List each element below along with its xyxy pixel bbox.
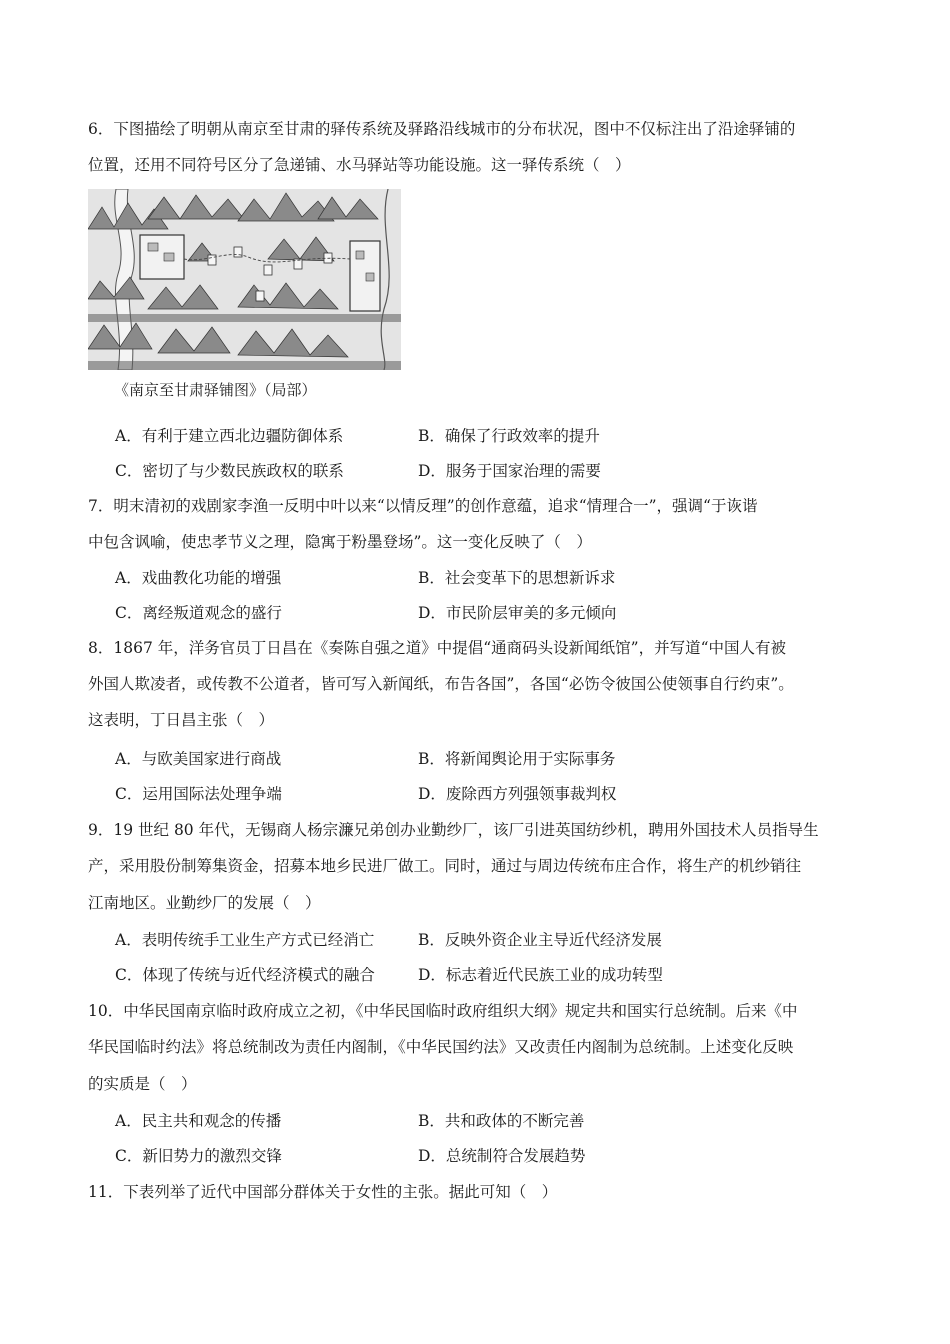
question-10-option-c[interactable]: C．新旧势力的激烈交锋 (115, 1147, 282, 1165)
question-7-line-1: 7．明末清初的戏剧家李渔一反明中叶以来“以情反理”的创作意蕴，追求“情理合一”，强调“于诙谐 (88, 497, 758, 515)
question-8-line-2: 外国人欺凌者，或传教不公道者，皆可写入新闻纸，布告各国”，各国“必饬令彼国公使领事自行约束”。 (88, 675, 794, 693)
question-8-option-d[interactable]: D．废除西方列强领事裁判权 (418, 785, 617, 803)
question-8-line-3: 这表明，丁日昌主张（ ） (88, 711, 275, 729)
question-10-line-2: 华民国临时约法》将总统制改为责任内阁制，《中华民国约法》又改责任内阁制为总统制。上述变化反映 (88, 1038, 794, 1056)
question-10-option-a[interactable]: A．民主共和观念的传播 (115, 1112, 282, 1130)
nanjing-gansu-post-map-image (88, 189, 401, 370)
question-9-option-a[interactable]: A．表明传统手工业生产方式已经消亡 (115, 931, 375, 949)
question-7-option-b[interactable]: B．社会变革下的思想新诉求 (418, 569, 616, 587)
question-8-option-c[interactable]: C．运用国际法处理争端 (115, 785, 282, 803)
question-6-option-a[interactable]: A．有利于建立西北边疆防御体系 (115, 427, 344, 445)
question-10-line-3: 的实质是（ ） (88, 1075, 197, 1093)
question-6-line-2: 位置，还用不同符号区分了急递铺、水马驿站等功能设施。这一驿传系统（ ） (88, 156, 631, 174)
question-9-option-b[interactable]: B．反映外资企业主导近代经济发展 (418, 931, 662, 949)
question-7-option-c[interactable]: C．离经叛道观念的盛行 (115, 604, 282, 622)
figure-caption: 《南京至甘肃驿铺图》（局部） (114, 381, 317, 399)
question-10-option-b[interactable]: B．共和政体的不断完善 (418, 1112, 585, 1130)
question-6-option-b[interactable]: B．确保了行政效率的提升 (418, 427, 600, 445)
question-7-line-2: 中包含讽喻，使忠孝节义之理，隐寓于粉墨登场”。这一变化反映了（ ） (88, 533, 592, 551)
question-10-option-d[interactable]: D．总统制符合发展趋势 (418, 1147, 586, 1165)
question-11-line-1: 11．下表列举了近代中国部分群体关于女性的主张。据此可知（ ） (88, 1183, 558, 1201)
question-9-option-c[interactable]: C．体现了传统与近代经济模式的融合 (115, 966, 375, 984)
question-6-option-d[interactable]: D．服务于国家治理的需要 (418, 462, 601, 480)
question-9-line-3: 江南地区。业勤纱厂的发展（ ） (88, 894, 321, 912)
question-8-option-b[interactable]: B．将新闻舆论用于实际事务 (418, 750, 616, 768)
question-6-line-1: 6．下图描绘了明朝从南京至甘肃的驿传系统及驿路沿线城市的分布状况，图中不仅标注出了沿途驿铺的 (88, 120, 796, 138)
question-7-option-d[interactable]: D．市民阶层审美的多元倾向 (418, 604, 617, 622)
question-9-line-1: 9．19 世纪 80 年代，无锡商人杨宗濂兄弟创办业勤纱厂，该厂引进英国纺纱机，聘用外国技术人员指导生 (88, 821, 819, 839)
question-10-line-1: 10．中华民国南京临时政府成立之初，《中华民国临时政府组织大纲》规定共和国实行总统制。后来《中 (88, 1002, 798, 1020)
question-8-line-1: 8．1867 年，洋务官员丁日昌在《奏陈自强之道》中提倡“通商码头设新闻纸馆”，并写道“中国人有被 (88, 639, 787, 657)
question-8-option-a[interactable]: A．与欧美国家进行商战 (115, 750, 282, 768)
question-9-option-d[interactable]: D．标志着近代民族工业的成功转型 (418, 966, 663, 984)
question-9-line-2: 产，采用股份制筹集资金，招募本地乡民进厂做工。同时，通过与周边传统布庄合作，将生产的机纱销往 (88, 857, 802, 875)
question-7-option-a[interactable]: A．戏曲教化功能的增强 (115, 569, 282, 587)
question-6-option-c[interactable]: C．密切了与少数民族政权的联系 (115, 462, 344, 480)
